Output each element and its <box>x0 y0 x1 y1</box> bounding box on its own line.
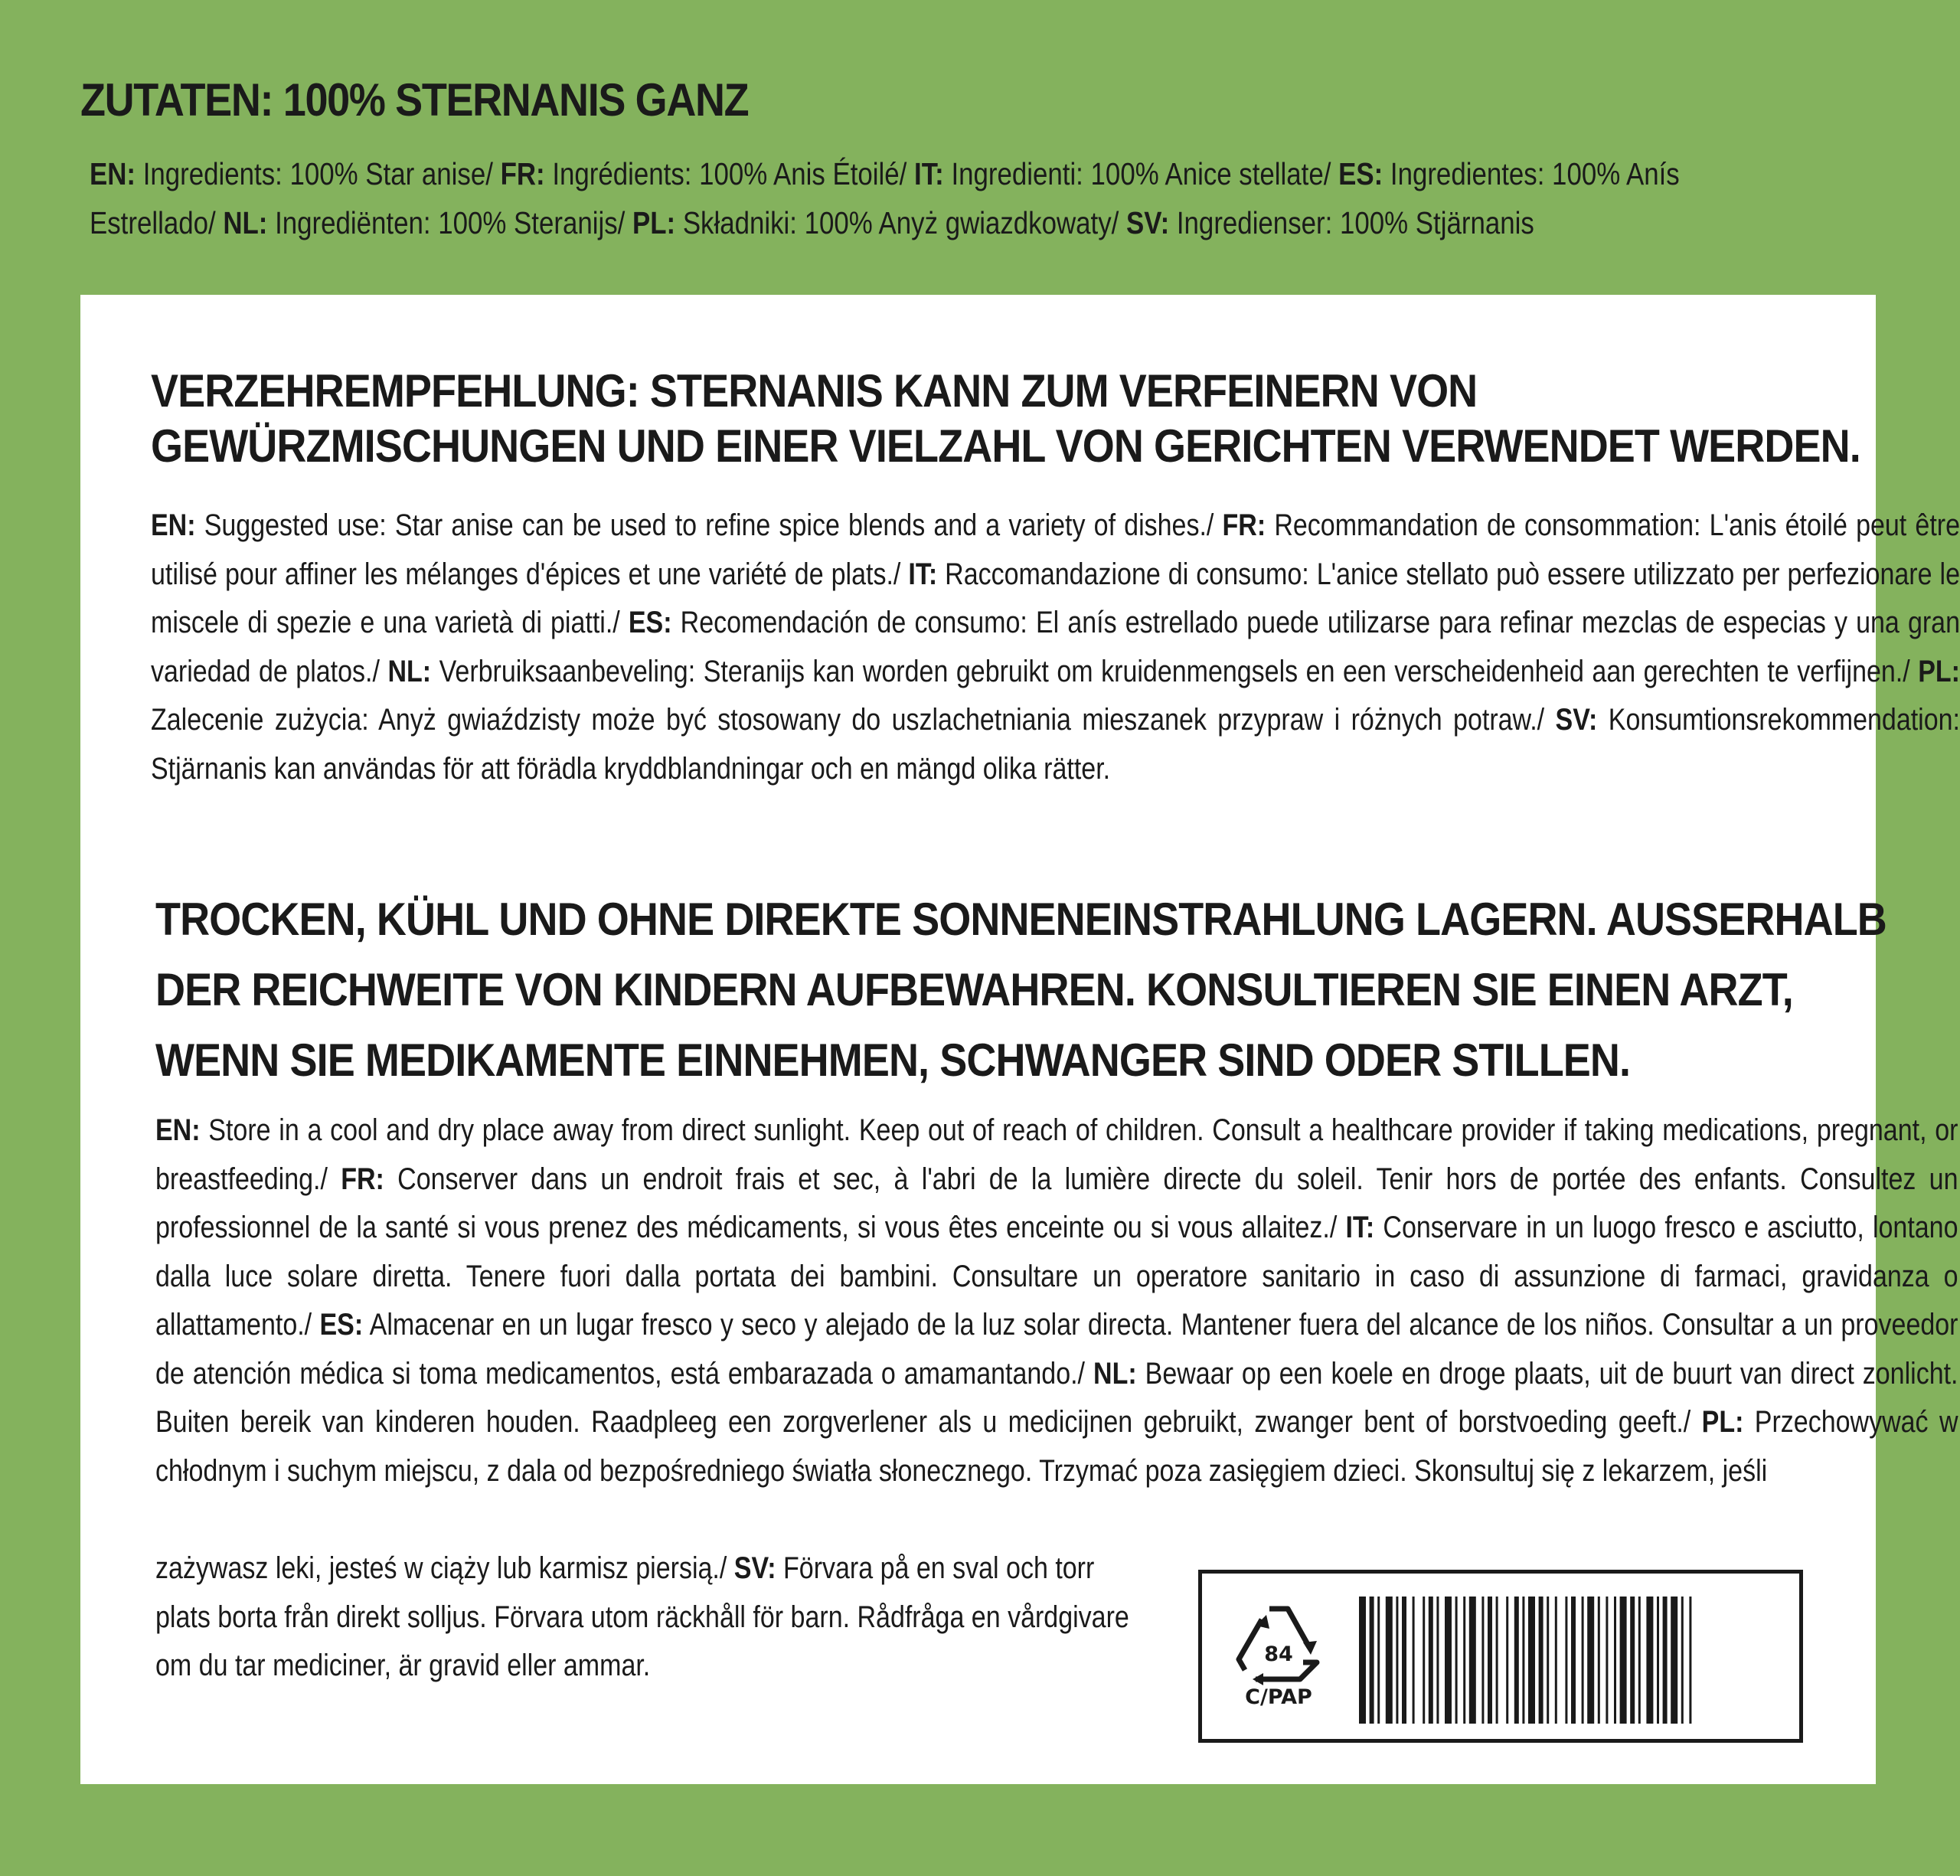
barcode-bar <box>1445 1597 1452 1724</box>
barcode-bar <box>1620 1597 1627 1724</box>
barcode-bar <box>1469 1597 1476 1724</box>
barcode-bar <box>1402 1597 1406 1724</box>
translation-text: Bewaar op een koele en droge plaats, uit de buurt van direct zonlicht. Buiten bereik van kinderen houden. Raadpleeg een zorgverlener als u medicijnen gebruikt, zwanger bent of borstvoeding geeft./ <box>155 1356 1958 1439</box>
barcode-bar <box>1582 1597 1584 1724</box>
translation-text: Recomendación de consumo: El anís estrellado puede utilizarse para refinar mezclas de especias y una gran variedad de platos./ <box>151 606 1960 688</box>
translation-text: Ingredients: 100% Star anise/ <box>136 156 501 191</box>
recycling-triangle-icon <box>1233 1600 1325 1714</box>
ingredients-translations <box>90 149 1756 247</box>
barcode-bar <box>1681 1597 1684 1724</box>
language-code: EN: <box>155 1113 201 1147</box>
translation-text: Almacenar en un lugar fresco y seco y alejado de la luz solar directa. Mantener fuera del alcance de los niños. Consultar a un proveedor de atención médica si toma medicamentos, está embarazada o amamantando./ <box>155 1308 1958 1391</box>
translation-text: Ingrediënten: 100% Steranijs/ <box>267 205 632 240</box>
translation-text: zażywasz leki, jesteś w ciąży lub karmisz piersią./ <box>155 1551 734 1585</box>
translation-text: Raccomandazione di consumo: L'anice stellato può essere utilizzato per perfezionare le miscele di spezie e una varietà di piatti./ <box>151 557 1960 639</box>
barcode-bar <box>1496 1597 1498 1724</box>
barcode-bar <box>1463 1597 1465 1724</box>
translation-text: Conservare in un luogo fresco e asciutto, lontano dalla luce solare diretta. Tenere fuori dalla portata dei bambini. Consultare un operatore sanitario in caso di assunzione di farmaci, gravidanza o allattamento./ <box>155 1211 1958 1342</box>
barcode-bar <box>1547 1597 1549 1724</box>
language-code: SV: <box>1555 703 1598 737</box>
usage-translations <box>151 502 1960 793</box>
barcode-bar <box>1488 1597 1492 1724</box>
barcode-bar <box>1455 1597 1458 1724</box>
language-code: IT: <box>1345 1211 1375 1244</box>
recycling-code: C/PAP <box>1245 1685 1312 1709</box>
barcode-bar <box>1481 1597 1484 1724</box>
barcode-icon <box>1359 1597 1788 1724</box>
ingredients-title: ZUTATEN: 100% STERNANIS GANZ <box>80 74 749 126</box>
barcode-bar <box>1587 1597 1594 1724</box>
storage-heading: TROCKEN, KÜHL UND OHNE DIREKTE SONNENEINSTRAHLUNG LAGERN. AUSSERHALB DER REICHWEITE VON KINDERN AUFBEWAHREN. KONSULTIEREN SIE EINEN ARZT, WENN SIE MEDIKAMENTE EINNEHMEN, SCHWANGER SIND ODER STILLEN. <box>155 894 1886 1086</box>
barcode-bar <box>1423 1597 1425 1724</box>
recycling-number: 84 <box>1264 1642 1293 1666</box>
translation-text: Ingredienti: 100% Anice stellate/ <box>943 156 1339 191</box>
barcode-bar <box>1671 1597 1677 1724</box>
barcode-bar <box>1370 1597 1374 1724</box>
language-code: FR: <box>1222 508 1266 542</box>
barcode-bar <box>1630 1597 1635 1724</box>
language-code: IT: <box>914 156 944 191</box>
barcode-bar <box>1436 1597 1439 1724</box>
language-code: EN: <box>151 508 196 542</box>
barcode-bar <box>1555 1597 1557 1724</box>
language-code: SV: <box>1126 205 1170 240</box>
barcode-bar <box>1663 1597 1668 1724</box>
translation-text: Recommandation de consommation: L'anis étoilé peut être utilisé pour affiner les mélanges d'épices et une variété de plats./ <box>151 508 1960 591</box>
language-code: ES: <box>1338 156 1383 191</box>
language-code: NL: <box>223 205 268 240</box>
storage-translations <box>155 1106 1958 1495</box>
translation-text: Konsumtionsrekommendation: Stjärnanis kan användas för att förädla kryddblandningar och en mängd olika rätter. <box>151 703 1960 786</box>
translation-text: Store in a cool and dry place away from direct sunlight. Keep out of reach of children. Consult a healthcare provider if taking medications, pregnant, or breastfeeding./ <box>155 1113 1958 1196</box>
translation-text: Ingredienser: 100% Stjärnanis <box>1169 205 1534 240</box>
barcode-bar <box>1506 1597 1508 1724</box>
barcode-bar <box>1514 1597 1519 1724</box>
translation-text: Ingrédients: 100% Anis Étoilé/ <box>544 156 915 191</box>
barcode-bar <box>1522 1597 1524 1724</box>
barcode-bar <box>1528 1597 1535 1724</box>
packaging-code-box <box>1198 1570 1803 1743</box>
language-code: PL: <box>1918 654 1960 688</box>
translation-text: Ingredientes: 100% Anís Estrellado/ <box>90 156 1680 240</box>
usage-heading: VERZEHREMPFEHLUNG: STERNANIS KANN ZUM VERFEINERN VON GEWÜRZMISCHUNGEN UND EINER VIELZAHL VON GERICHTEN VERWENDET WERDEN. <box>151 365 1860 472</box>
storage-translations-tail <box>155 1544 1155 1691</box>
barcode-bar <box>1377 1597 1380 1724</box>
barcode-bar <box>1689 1597 1691 1724</box>
language-code: PL: <box>1701 1405 1744 1439</box>
barcode-bar <box>1614 1597 1616 1724</box>
barcode-bar <box>1396 1597 1398 1724</box>
translation-text: Składniki: 100% Anyż gwiazdkowaty/ <box>675 205 1127 240</box>
barcode-bar <box>1657 1597 1659 1724</box>
language-code: ES: <box>628 606 672 639</box>
barcode-bar <box>1606 1597 1608 1724</box>
translation-text: Verbruiksaanbeveling: Steranijs kan worden gebruikt om kruidenmengsels en een verscheidenheid aan gerechten te verfijnen./ <box>431 654 1919 688</box>
barcode-bar <box>1539 1597 1544 1724</box>
ingredients-section <box>0 0 1876 295</box>
language-code: IT: <box>908 557 938 591</box>
recycling-arrows-icon <box>1233 1600 1325 1684</box>
barcode-bar <box>1429 1597 1433 1724</box>
translation-text: Zalecenie zużycia: Anyż gwiaździsty może być stosowany do uszlachetniania mieszanek przypraw i różnych potraw./ <box>151 703 1556 737</box>
language-code: ES: <box>319 1308 364 1342</box>
language-code: FR: <box>500 156 545 191</box>
info-panel <box>80 295 1960 1784</box>
language-code: EN: <box>90 156 136 191</box>
language-code: NL: <box>1093 1356 1137 1391</box>
barcode-bar <box>1413 1597 1415 1724</box>
language-code: SV: <box>733 1551 776 1585</box>
barcode-bar <box>1598 1597 1600 1724</box>
barcode-bar <box>1571 1597 1576 1724</box>
translation-text: Conserver dans un endroit frais et sec, à l'abri de la lumière directe du soleil. Tenir hors de portée des enfants. Consultez un professionnel de la santé si vous prenez des médicaments, si vous êtes enceinte ou si vous allaitez./ <box>155 1162 1958 1244</box>
barcode-bar <box>1359 1597 1366 1724</box>
barcode-bar <box>1565 1597 1567 1724</box>
translation-text: Suggested use: Star anise can be used to refine spice blends and a variety of dishes./ <box>195 508 1223 542</box>
barcode-bar <box>1646 1597 1653 1724</box>
language-code: PL: <box>632 205 676 240</box>
translation-text: Przechowywać w chłodnym i suchym miejscu, z dala od bezpośredniego światła słonecznego. Trzymać poza zasięgiem dzieci. Skonsultuj się z lekarzem, jeśli <box>155 1405 1958 1488</box>
barcode-bar <box>1386 1597 1393 1724</box>
barcode-bar <box>1638 1597 1641 1724</box>
translation-text: Förvara på en sval och torr plats borta från direkt solljus. Förvara utom räckhåll för barn. Rådfråga en vårdgivare om du tar mediciner, är gravid eller ammar. <box>155 1551 1129 1682</box>
language-code: FR: <box>341 1162 384 1196</box>
language-code: NL: <box>387 654 432 688</box>
